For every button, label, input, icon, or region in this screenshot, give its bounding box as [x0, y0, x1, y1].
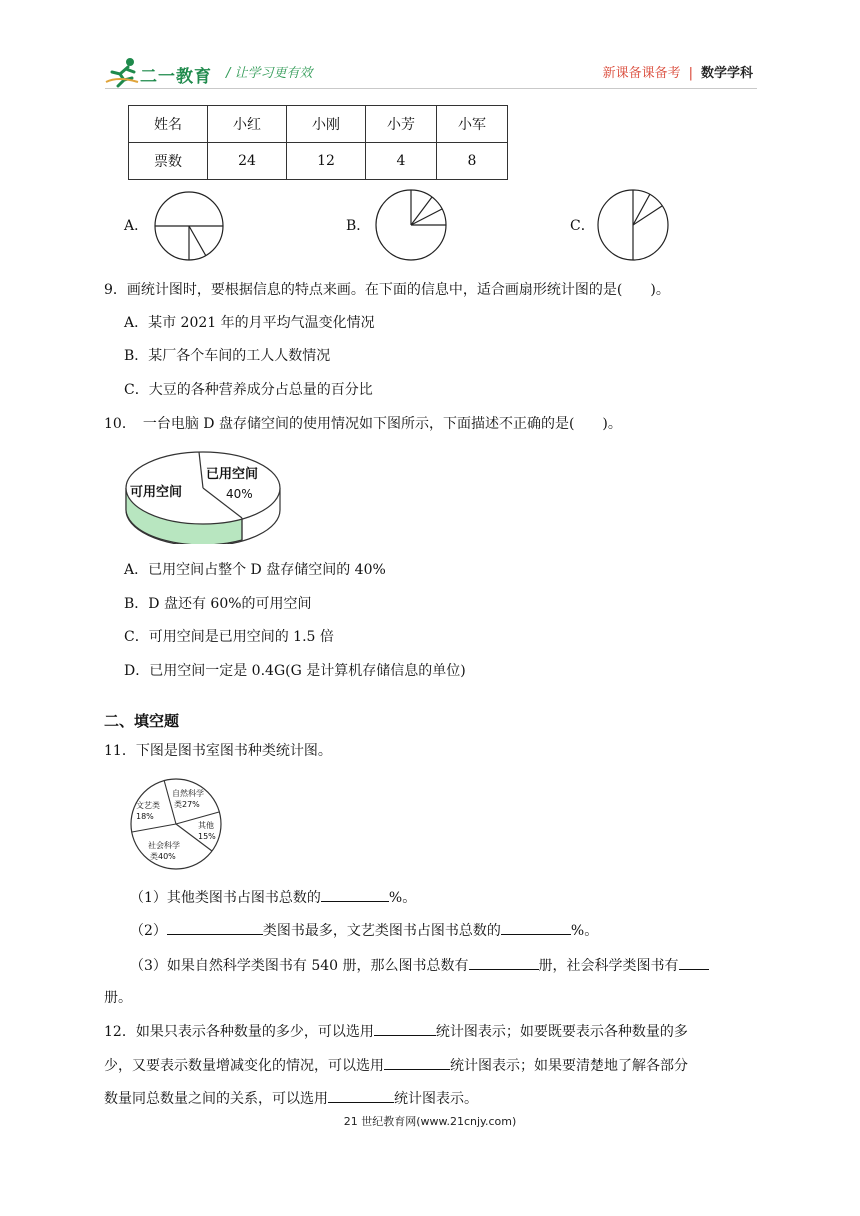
pie-option-a [152, 191, 228, 263]
table-cell: 小刚 [287, 106, 366, 143]
pie-label-arts: 文艺类 [136, 801, 160, 810]
header-divider [105, 88, 757, 89]
q11-part1 [130, 887, 416, 908]
q9-stem: 9．画统计图时，要根据信息的特点来画。在下面的信息中，适合画扇形统计图的是( )。 [104, 282, 670, 298]
q9-option-b: B．某厂各个车间的工人人数情况 [124, 348, 331, 364]
header-right [603, 62, 753, 81]
q12-text-3b: 统计图表示。 [394, 1091, 478, 1107]
table-cell: 姓名 [129, 106, 208, 143]
q11-part3 [130, 955, 709, 976]
answer-blank[interactable] [469, 955, 539, 970]
q11-part2-unit: %。 [570, 923, 599, 939]
pie-label-social: 社会科学 [148, 841, 180, 850]
table-row [129, 106, 508, 143]
table-cell: 24 [208, 143, 287, 180]
pie-option-b [374, 188, 450, 264]
table-cell: 4 [366, 143, 437, 180]
answer-blank[interactable] [679, 955, 709, 970]
q10-option-d: D．已用空间一定是 0.4G(G 是计算机存储信息的单位) [124, 663, 466, 679]
page-footer: 21 世纪教育网(www.21cnjy.com) [343, 1115, 517, 1128]
q12-text-3a: 数量同总数量之间的关系，可以选用 [104, 1091, 328, 1107]
q12-line2 [104, 1055, 688, 1076]
q11-part1-unit: %。 [388, 890, 417, 906]
q10-option-a: A．已用空间占整个 D 盘存储空间的 40% [124, 562, 386, 578]
option-b-label: B． [346, 218, 371, 234]
table-row [129, 143, 508, 180]
q12-text-2b: 统计图表示；如果要清楚地了解各部分 [450, 1058, 688, 1074]
q10-stem: 10． 一台电脑 D 盘存储空间的使用情况如下图所示，下面描述不正确的是( )。 [104, 416, 622, 432]
pie-label-science: 自然科学 [172, 789, 204, 798]
slogan: / 让学习更有效 [226, 66, 313, 81]
q11-part3-end: 册。 [104, 990, 132, 1006]
q11-stem: 11．下图是图书室图书种类统计图。 [104, 743, 332, 759]
q12-line1 [104, 1021, 688, 1042]
pie-option-c [596, 188, 672, 264]
section-title: 二、填空题 [104, 712, 180, 730]
q10-option-b: B．D 盘还有 60%的可用空间 [124, 596, 312, 612]
header-subject: 数学学科 [700, 66, 753, 81]
q9-option-c: C．大豆的各种营养成分占总量的百分比 [124, 382, 373, 398]
table-cell: 小军 [437, 106, 508, 143]
table-cell: 小红 [208, 106, 287, 143]
q10-option-c: C．可用空间是已用空间的 1.5 倍 [124, 629, 334, 645]
option-c-label: C． [570, 218, 595, 234]
header-course-label: 新课备课备考 [602, 66, 681, 81]
book-category-pie [126, 776, 226, 872]
q12-text-1a: 12．如果只表示各种数量的多少，可以选用 [104, 1024, 374, 1040]
q9-option-a: A．某市 2021 年的月平均气温变化情况 [124, 315, 375, 331]
used-space-label: 已用空间 [206, 467, 259, 482]
runner-logo-icon [104, 56, 142, 88]
q12-text-2a: 少，又要表示数量增减变化的情况，可以选用 [104, 1058, 384, 1074]
q11-part1-text: （1）其他类图书占图书总数的 [130, 890, 321, 906]
q11-part3-text-b: 册，社会科学类图书有 [538, 958, 679, 974]
q11-part2 [130, 920, 598, 941]
answer-blank[interactable] [501, 920, 571, 935]
pie-label-other: 其他 [198, 821, 214, 830]
table-cell: 8 [437, 143, 508, 180]
answer-blank[interactable] [328, 1088, 394, 1103]
disk-usage-3d-pie [122, 440, 284, 544]
pie-label-other-pct: 15% [198, 832, 216, 841]
option-a-label: A． [124, 218, 149, 234]
q12-line3 [104, 1088, 478, 1109]
used-space-percent: 40% [226, 487, 253, 501]
q11-part3-text-a: （3）如果自然科学类图书有 540 册，那么图书总数有 [130, 958, 469, 974]
answer-blank[interactable] [321, 887, 389, 902]
pie-label-science-pct: 类27% [174, 800, 200, 809]
brand-name: 二一教育 [140, 67, 212, 87]
table-cell: 12 [287, 143, 366, 180]
vote-table [128, 105, 508, 180]
table-cell: 票数 [129, 143, 208, 180]
answer-blank[interactable] [384, 1055, 450, 1070]
q11-part2-text-b: 类图书最多，文艺类图书占图书总数的 [262, 923, 501, 939]
answer-blank[interactable] [374, 1021, 436, 1036]
free-space-label: 可用空间 [130, 485, 183, 500]
answer-blank[interactable] [167, 920, 263, 935]
pie-label-arts-pct: 18% [136, 812, 154, 821]
header-separator: | [688, 66, 693, 81]
q12-text-1b: 统计图表示；如要既要表示各种数量的多 [435, 1024, 688, 1040]
pie-label-social-pct: 类40% [150, 852, 176, 861]
table-cell: 小芳 [366, 106, 437, 143]
q11-part2-text-a: （2） [130, 923, 167, 939]
